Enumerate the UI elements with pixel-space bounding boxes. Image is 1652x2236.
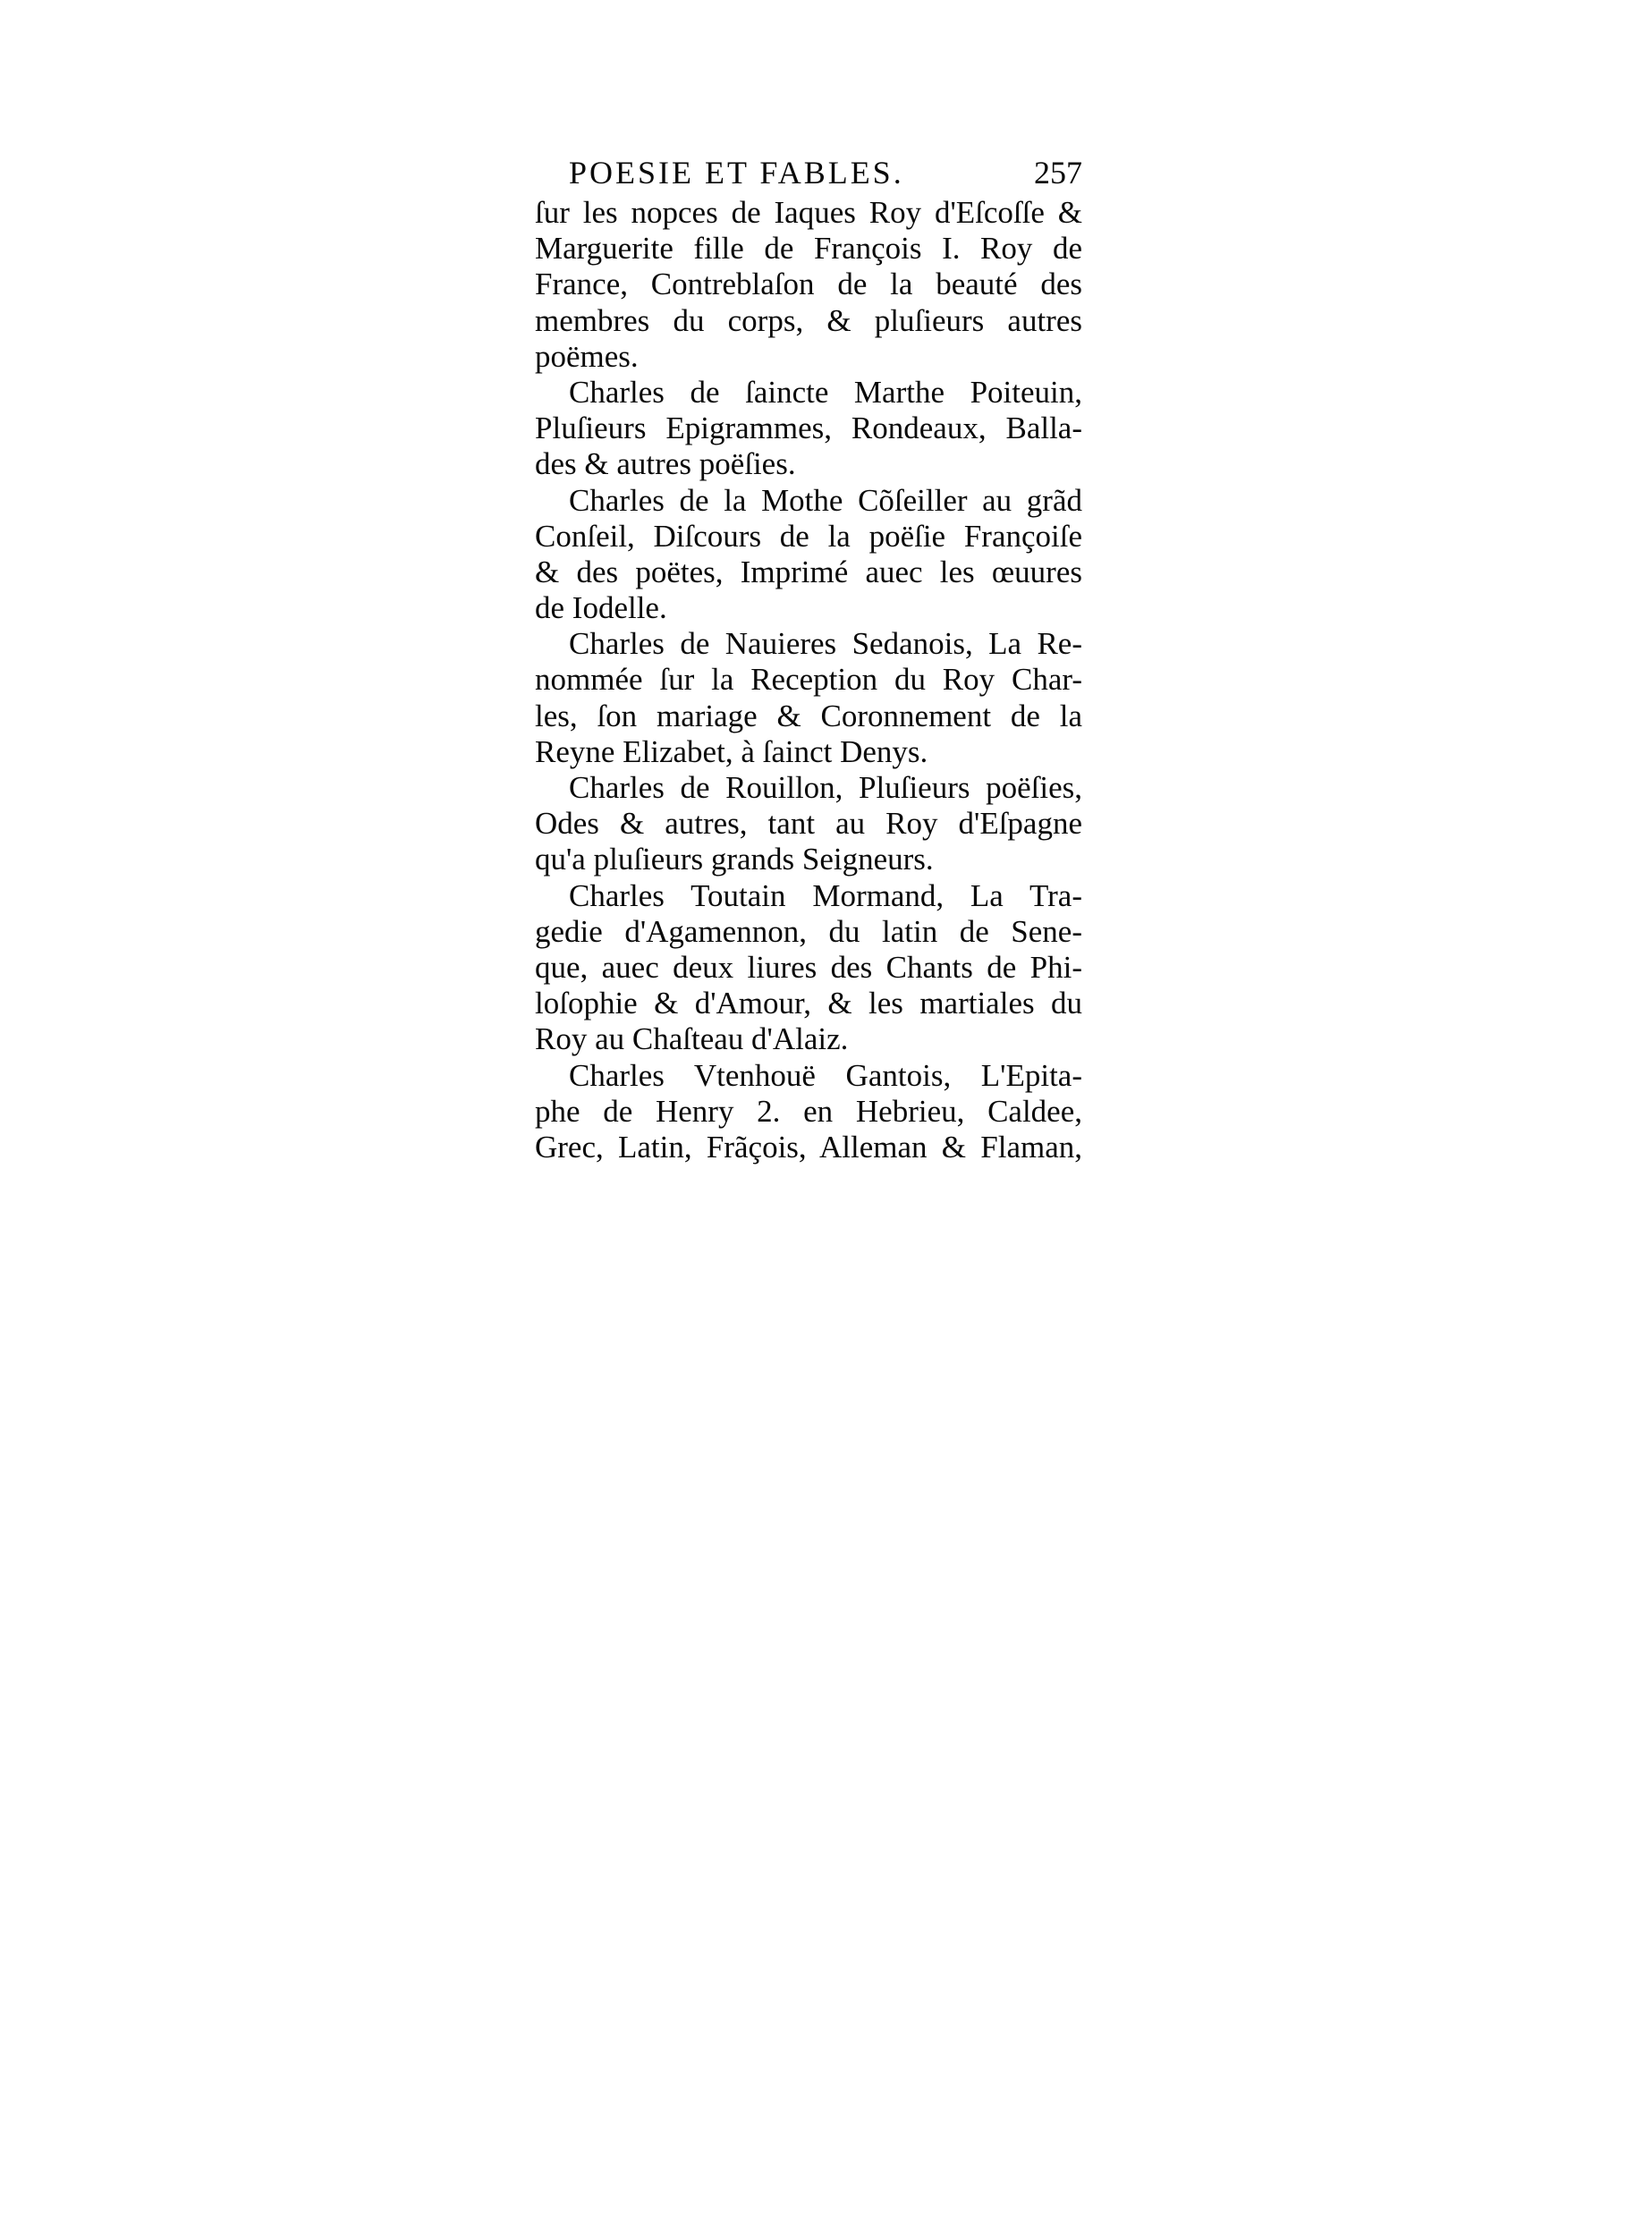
entry-first-line: Charles Vtenhouë Gantois, L'Epita- — [569, 1057, 1082, 1093]
entry-first-line: Charles Toutain Mormand, La Tra- — [569, 877, 1082, 913]
page-number: 257 — [1034, 155, 1082, 191]
text-line: gedie d'Agamennon, du latin de Sene- — [535, 913, 1082, 949]
text-line: & des poëtes, Imprimé auec les œuures — [535, 554, 1082, 589]
text-line: Odes & autres, tant au Roy d'Eſpagne — [535, 806, 1082, 842]
text-line: qu'a pluſieurs grands Seigneurs. — [535, 842, 934, 877]
entry-first-line: Charles de ſaincte Marthe Poiteuin, — [569, 374, 1082, 410]
entry-first-line: Charles de Nauieres Sedanois, La Re- — [569, 626, 1082, 662]
text-line: les, ſon mariage & Coronnement de la — [535, 698, 1082, 733]
text-block — [535, 150, 1082, 1165]
text-line: de Iodelle. — [535, 590, 667, 626]
text-line: poëmes. — [535, 338, 639, 374]
text-line: nommée ſur la Reception du Roy Char- — [535, 662, 1082, 698]
text-line: des & autres poëſies. — [535, 446, 796, 482]
text-line: Marguerite fille de François I. Roy de — [535, 231, 1082, 267]
running-head — [569, 150, 1082, 195]
text-line: loſophie & d'Amour, & les martiales du — [535, 986, 1082, 1021]
text-line: Grec, Latin, Frãçois, Alleman & Flaman, — [535, 1129, 1082, 1165]
text-line: ſur les nopces de Iaques Roy d'Eſcoſſe & — [535, 195, 1082, 230]
text-line: phe de Henry 2. en Hebrieu, Caldee, — [535, 1093, 1082, 1129]
entry-first-line: Charles de Rouillon, Pluſieurs poëſies, — [569, 770, 1082, 805]
text-line: Reyne Elizabet, à ſainct Denys. — [535, 733, 928, 769]
entry-first-line: Charles de la Mothe Cõſeiller au grãd — [569, 482, 1082, 518]
text-line: Roy au Chaſteau d'Alaiz. — [535, 1021, 849, 1057]
text-line: Pluſieurs Epigrammes, Rondeaux, Balla- — [535, 411, 1082, 446]
text-line: France, Contreblaſon de la beauté des — [535, 267, 1082, 302]
text-line: membres du corps, & pluſieurs autres — [535, 302, 1082, 338]
text-line: Conſeil, Diſcours de la poëſie Françoiſe — [535, 518, 1082, 554]
running-title: POESIE ET FABLES. — [569, 155, 904, 191]
text-line: que, auec deux liures des Chants de Phi- — [535, 949, 1082, 985]
